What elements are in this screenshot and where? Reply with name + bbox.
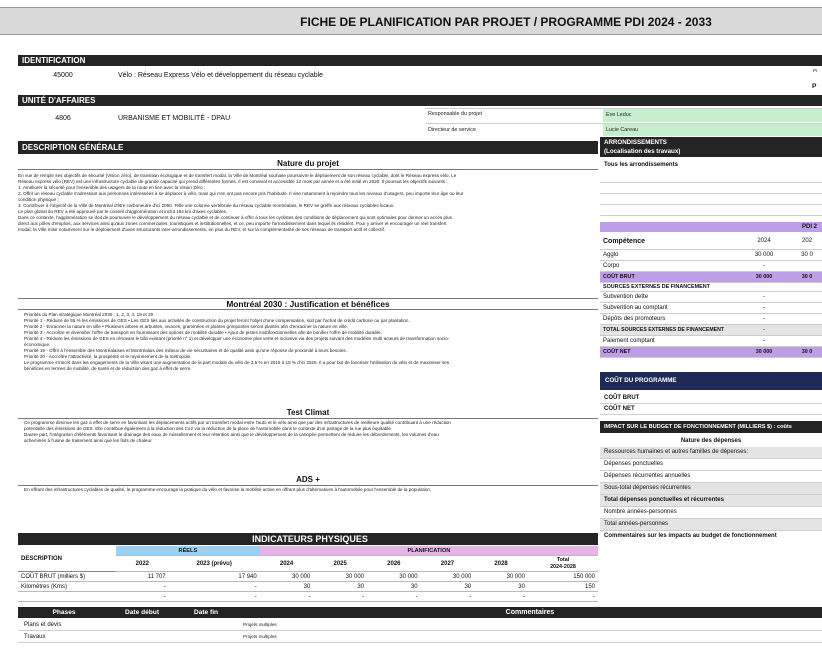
pdi-table	[600, 233, 822, 358]
cell-value: 11 707	[116, 572, 169, 582]
reels-label: RÉELS	[116, 546, 260, 556]
page-title: FICHE DE PLANIFICATION PAR PROJET / PROGRAMME PDI 2024 - 2033	[0, 7, 822, 35]
year-2024: 2024	[736, 233, 792, 250]
budget-row: Total dépenses ponctuelles et récurrentes	[600, 495, 822, 507]
indicators-header: INDICATEURS PHYSIQUES	[18, 533, 598, 545]
text-line: Priorité 4 - Réduire les émissions de GES en rénovant le bâti existant (priorité n° 1) et développer une économie plus verte et inclusive via des projets suivant des modèles multi acteurs de transformation socio-	[24, 336, 450, 341]
row-value: -	[736, 292, 792, 303]
cell-value: -	[169, 582, 260, 592]
text-line: direct aux pôles d'emplois, aux services ainsi qu'aux zones commerciales, touristiques et institutionnelles, et ce, peu importe l'arrondissement dans lequel ils résident. Pour y arriver et encourager un réel transfert	[18, 221, 447, 226]
cell-value: -	[169, 592, 260, 602]
program-cost-header: COÛT DU PROGRAMME	[600, 372, 822, 390]
text-line: bénéfices en termes de mobilité, de santé et de réduction des gaz à effet de serre.	[24, 366, 192, 371]
text-line: Le plan global du REV a été approuvé par le conseil d'agglomération et inclut 184 km d'axes cyclables.	[18, 209, 228, 214]
ext-header: SOURCES EXTERNES DE FINANCEMENT	[600, 283, 822, 292]
project-manager-label: Responsable du projet	[428, 111, 482, 117]
budget-impact-header: IMPACT SUR LE BUDGET DE FONCTIONNEMENT (MILLIERS $) : coûts	[600, 421, 822, 433]
budget-row: Dépenses ponctuelles	[600, 459, 822, 471]
unit-number: 4806	[55, 115, 71, 122]
text-line: Dans ce contexte, l'agglomération se doit de poursuivre le développement du réseau cyclable et de continuer à offrir à tous les cyclistes des conditions de déplacement qui sont optimales pour donner un accès plus	[18, 215, 452, 220]
budget-rows	[600, 447, 822, 542]
cell-value: 150	[528, 582, 598, 592]
phase-row	[18, 619, 822, 631]
cell-value: 30 000	[260, 572, 314, 582]
cell-value: -	[474, 592, 528, 602]
description-header: DESCRIPTION GÉNÉRALE	[18, 141, 598, 154]
text-line: Priorité 1 - Réduire de 55 % les émissions de GES • Les GES liés aux activités de construction du projet feront l'objet d'une compensation, soit par l'achat de crédit carbone ou par plantation.	[24, 318, 410, 323]
row-label: Corpo	[600, 261, 736, 272]
table-row	[600, 325, 822, 336]
row-value: 30 0	[792, 272, 822, 283]
budget-row: Commentaires sur les impacts au budget de fonctionnement	[604, 533, 777, 539]
boroughs-header	[600, 137, 822, 157]
year-header: 2024	[260, 556, 314, 572]
phase-name: Travaux	[24, 634, 46, 640]
project-number: 45000	[53, 72, 73, 79]
text-line: Priorités du Plan stratégique Montréal 2030 : 1, 2, 3, 4, 19 et 20	[24, 312, 154, 317]
row-value: -	[736, 336, 792, 347]
identification-header: IDENTIFICATION	[18, 55, 822, 66]
table-row	[600, 233, 822, 250]
table-row	[600, 347, 822, 358]
row-value: 30 000	[736, 347, 792, 358]
cell-value: 30 000	[313, 572, 367, 582]
table-row	[18, 572, 598, 582]
row-label: Agglo	[600, 250, 736, 261]
p-cut: P	[812, 83, 817, 90]
budget-row: Total années-personnes	[600, 519, 822, 531]
cell-value: 30	[367, 582, 421, 592]
total-label-2: 2024-2028	[550, 563, 576, 570]
cell-value: -	[421, 592, 475, 602]
cell-value: -	[116, 582, 169, 592]
text-line: condition physique ;	[18, 197, 59, 202]
project-name: Vélo : Réseau Express Vélo et développement du réseau cyclable	[118, 72, 324, 79]
nature-title: Nature du projet	[18, 159, 598, 170]
cell-value: 30 000	[421, 572, 475, 582]
service-director: Lucie Careau	[606, 127, 639, 133]
comments-label: Commentaires	[505, 609, 555, 616]
total-header	[528, 556, 598, 572]
row-value: 30 0	[792, 347, 822, 358]
project-manager: Eve Leduc	[606, 112, 632, 118]
cell-value: 30	[260, 582, 314, 592]
year-header: 2028	[474, 556, 528, 572]
budget-row: Nombre années-personnes	[600, 507, 822, 519]
table-row	[18, 546, 598, 556]
expenses-nature-title: Nature des dépenses	[680, 438, 742, 444]
cell-value: -	[313, 592, 367, 602]
row-label: Subvention au comptant	[600, 303, 736, 314]
phase-comment: Projets multiples	[243, 622, 277, 627]
text-line: Priorité 20 - Accroître l'attractivité, la prospérité et le rayonnement de la métropole.	[24, 354, 192, 359]
boroughs-header-line2: (Localisation des travaux)	[604, 148, 681, 155]
year-2025-cut: 202	[792, 233, 822, 250]
text-line: Ce programme diminue les gaz à effet de serre en favorisant les déplacements actifs par un transfert modal entre l'auto et le vélo ainsi que par des infrastructures de meilleure qualité contribuant à une réduction	[24, 420, 451, 425]
text-line: Le programme s'inscrit dans les engagements de la Ville visant une augmentation de la part modale du vélo de 2,5 % en 2015 à 15 % d'ici 2025. Il a pour but de favoriser l'utilisation du vélo et de maximiser ses	[24, 360, 450, 365]
phase-name: Plans et devis	[24, 622, 62, 628]
planif-label: PLANIFICATION	[260, 546, 598, 556]
table-row	[600, 272, 822, 283]
row-label	[18, 592, 116, 602]
service-director-label: Directeur de service	[428, 127, 476, 133]
description-label: DESCRIPTION	[18, 546, 116, 572]
budget-row: Ressources humaines et autres familles de dépenses:	[600, 447, 822, 459]
nature-text	[18, 173, 598, 233]
row-label: Subvention dette	[600, 292, 736, 303]
climate-text	[24, 420, 598, 444]
budget-row: Dépenses récurrentes annuelles	[600, 471, 822, 483]
phase-row	[18, 631, 822, 643]
row-value: 30 000	[736, 272, 792, 283]
row-value: -	[736, 261, 792, 272]
cell-value: -	[367, 592, 421, 602]
phases-label: Phases	[52, 609, 76, 616]
row-label: TOTAL SOURCES EXTERNES DE FINANCEMENT	[600, 325, 736, 336]
year-header: 2027	[421, 556, 475, 572]
text-line: 2. Offrir un réseau cyclable s'adressant aux personnes intéressées à se déplacer à vélo, mais qui n'en ont pas encore pris l'habitude. Il vise notamment à rejoindre tous les niveaux d'usagers, peu importe leur âge ou leur	[18, 191, 464, 196]
table-row	[600, 261, 822, 272]
text-line: Dautre part, l'intégration d'éléments favorisant le drainage des eaux de ruissellement et leur rétention ainsi que le développement de la canopée permettent de réduire les débordements, les volumes d'eau	[24, 432, 439, 437]
cell-value: 30 000	[474, 572, 528, 582]
row-value: -	[736, 325, 792, 336]
text-line: En vue de remplir ses objectifs de sécurité (Vision zéro), de transition écologique et de transfert modal, la Ville de Montréal souhaite poursuivre le déploiement de son réseau cyclable, dont le Réseau express vélo. Le	[18, 173, 457, 178]
text-line: 3. Contribuer à l'objectif de la Ville de Montréal d'être carboneutre d'ici 2050. Telle une colonne vertébrale du réseau cyclable montréalais, le REV se greffe aux réseaux cyclables locaux.	[18, 203, 395, 208]
ads-text: En offrant des infrastructures cyclables de qualité, le programme encourage la pratique du vélo et favorise la mobilité active en offrant plus d'alternatives à l'automobile pour l'ensemble de la population.	[24, 487, 432, 492]
indicators-table	[18, 546, 598, 602]
unit-name: URBANISME ET MOBILITÉ - DPAU	[118, 115, 231, 122]
year-header: 2025	[313, 556, 367, 572]
cell-value: 17 940	[169, 572, 260, 582]
ads-title: ADS +	[18, 475, 598, 486]
cell-value: 30	[474, 582, 528, 592]
cell-value: 30 000	[367, 572, 421, 582]
cell-value: 30	[313, 582, 367, 592]
row-label: COÛT BRUT	[600, 272, 736, 283]
row-value: -	[736, 314, 792, 325]
cell-value: -	[116, 592, 169, 602]
text-line: Priorité 19 - Offrir à l'ensemble des Montréalaises et Montréalais des milieux de vie sécuritaires et de qualité ainsi qu'une réponse de proximité à leurs besoins.	[24, 348, 347, 353]
year-header: 2022	[116, 556, 169, 572]
pdi-band-label: PDI 2	[802, 224, 818, 230]
row-value: 30 0	[792, 250, 822, 261]
text-line: potentielle des émissions de GES. Elle contribue également à la réduction des Co2 via la réduction de la place de l'automobile dans le contexte d'un partage de la rue plus équitable.	[24, 426, 393, 431]
text-line: Priorité 3 - Accroître et diversifier l'offre de transport en fournissant des options de mobilité durable • Ajout de pistes multifonctionnelles afin de bonifier l'offre de mobilité durable.	[24, 330, 382, 335]
table-row	[18, 592, 598, 602]
m2030-title: Montréal 2030 : Justification et bénéfices	[18, 299, 598, 310]
year-header: 2023 (prévu)	[169, 556, 260, 572]
m2030-text	[24, 312, 598, 372]
row-label: COÛT BRUT (milliers $)	[18, 572, 116, 582]
text-line: économique.	[24, 342, 51, 347]
pr-cut: Pr	[813, 68, 818, 73]
text-line: modal, la Ville mise notamment sur le déploiement d'axes structurants inter-arrondissements, en plus du REV, et sur la complémentarité de ses réseaux de transport actif et collectif.	[18, 227, 386, 232]
business-unit-header: UNITÉ D'AFFAIRES	[18, 95, 822, 106]
row-value	[792, 261, 822, 272]
text-line: 1. Améliorer la sécurité pour l'ensemble des usagers de la route en lien avec la Vision Zéro ;	[18, 185, 206, 190]
program-net-cost: COÛT NET	[600, 405, 822, 415]
boroughs-header-line1: ARRONDISSEMENTS	[604, 139, 667, 146]
climate-title: Test Climat	[18, 408, 598, 419]
cell-value: 150 000	[528, 572, 598, 582]
row-label: COÛT NET	[600, 347, 736, 358]
row-value: -	[736, 303, 792, 314]
row-label: Kilomètres (Kms)	[18, 582, 116, 592]
budget-row: Sous-total dépenses récurrentes	[600, 483, 822, 495]
text-line: Réseau express vélo (REV) est une infrastructure cyclable de grande capacité qui prend différentes formes. Il est convivial et accessible 12 mois par année et a été initié en 2020. Il poursuit les objectifs suivants :	[18, 179, 448, 184]
year-header: 2026	[367, 556, 421, 572]
program-gross-cost: COÛT BRUT	[600, 394, 822, 404]
table-row	[18, 582, 598, 592]
phase-comment: Projets multiples	[243, 634, 277, 639]
boroughs-value: Tous les arrondissements	[604, 162, 678, 168]
table-row	[600, 292, 822, 303]
cell-value: -	[528, 592, 598, 602]
date-end-label: Date fin	[193, 609, 219, 616]
table-row	[600, 314, 822, 325]
cell-value: -	[260, 592, 314, 602]
table-row	[600, 336, 822, 347]
table-row	[600, 303, 822, 314]
table-row	[600, 250, 822, 261]
text-line: Priorité 2 - Enraciner la nature en ville • Plusieurs arbres et arbustes, vivaces, graminées et plantes grimpantes seront plantés afin d'enraciner la nature en ville.	[24, 324, 348, 329]
row-label: Paiement comptant	[600, 336, 736, 347]
row-value: 30 000	[736, 250, 792, 261]
competence-label: Compétence	[600, 233, 736, 250]
row-label: Dépôts des promoteurs	[600, 314, 736, 325]
cell-value: 30	[421, 582, 475, 592]
text-line: acheminés à l'usine de traitement ainsi que les îlots de chaleur.	[24, 438, 153, 443]
table-row	[600, 283, 822, 292]
date-start-label: Date début	[124, 609, 160, 616]
total-label-1: Total	[556, 556, 570, 563]
